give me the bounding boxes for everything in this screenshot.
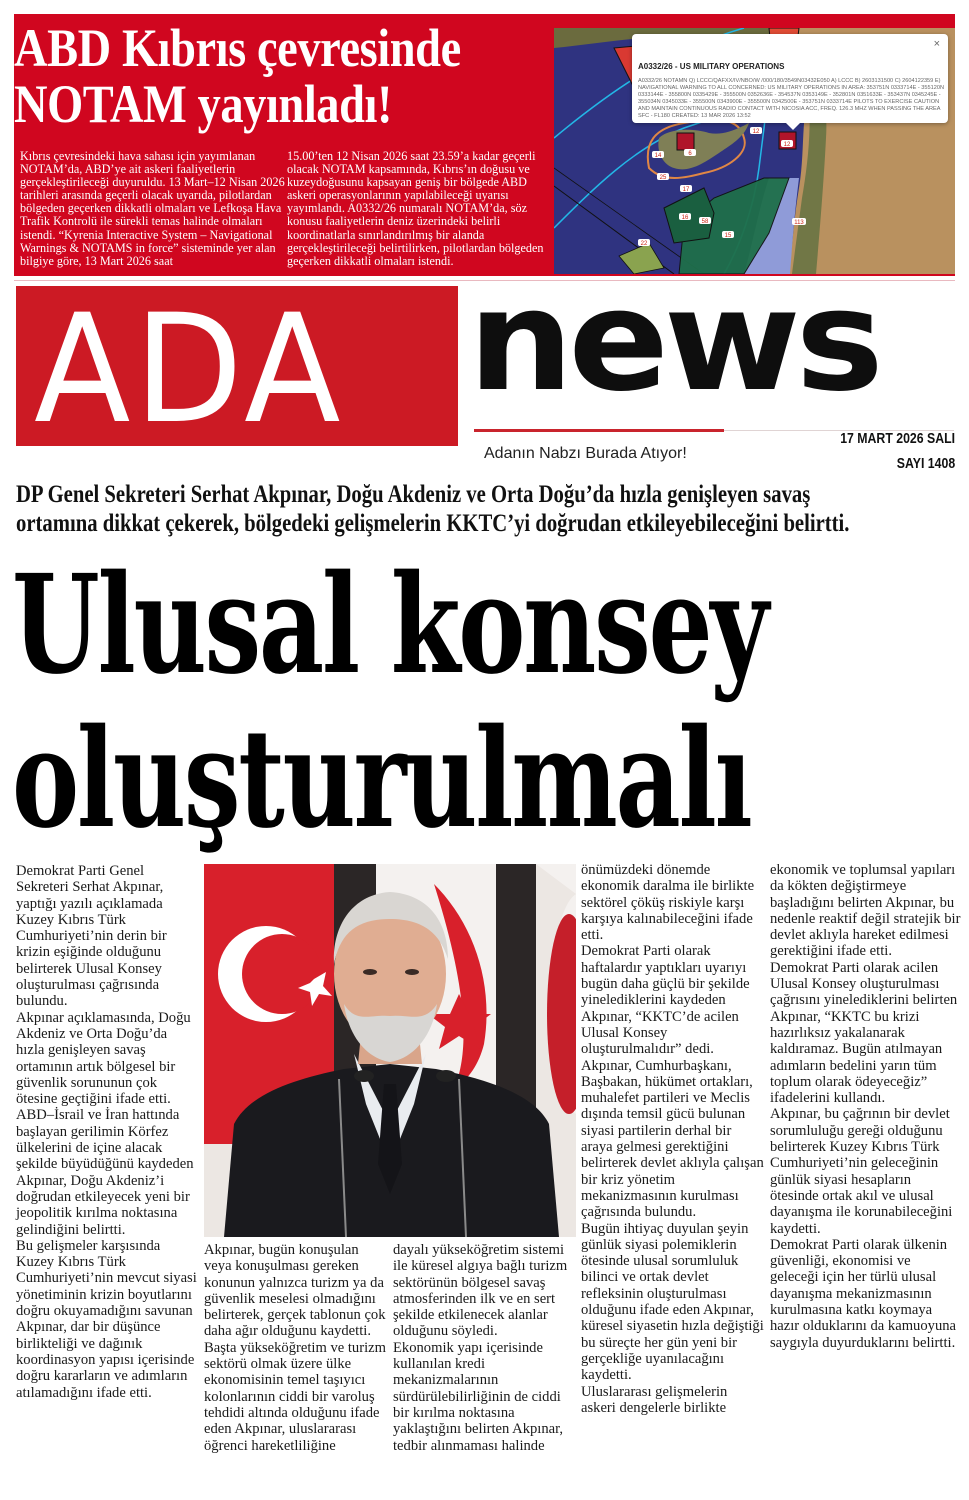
notam-headline-line-2: NOTAM yayınladı!	[14, 74, 392, 134]
paragraph: dayalı yükseköğretim sistemi ile küresel algıya bağlı turizm sektörünün bölgesel savaş atmosferinden ilk ve en sert şekilde etkilenecek alanlar olduğunu söyledi.	[393, 1242, 568, 1340]
map-label: 15	[724, 233, 732, 239]
microphone-icon	[436, 1070, 456, 1082]
spot-line-2: ortamına dikkat çekerek, bölgedeki gelişmelerin KKTC’yi doğrudan etkileyebileceğini belirtti.	[16, 510, 850, 537]
paragraph: Ekonomik yapı içerisinde kullanılan kredi mekanizmalarının sürdürülebilirliğinin de ciddi bir kırılma noktasına yaklaştığını belirten Akpınar, tedbir alınmaması halinde	[393, 1339, 564, 1454]
masthead-slogan: Adanın Nabzı Burada Atıyor!	[484, 445, 687, 462]
paragraph: Demokrat Parti olarak haftalardır yaptıkları uyarıyı bugün daha güçlü bir şekilde yinelediklerini kaydeden Akpınar, “KKTC’de acilen Ulusal Konsey oluşturulmalıdır” dedi.	[581, 943, 750, 1058]
article-column-4	[581, 862, 765, 1416]
map-label: 113	[794, 220, 804, 226]
map-label: 12	[752, 129, 760, 135]
main-headline-line-2: oluşturulmalı	[12, 699, 751, 859]
notam-headline	[14, 20, 478, 132]
story-photo	[204, 864, 576, 1237]
microphone-icon	[354, 1070, 374, 1082]
paragraph: Akpınar, bugün konuşulan veya konuşulması gereken konunun yalnızca turizm ya da güvenlik meselesi olmadığını belirterek, gerçek tablonun çok daha ağır olduğunu kaydetti.	[204, 1242, 386, 1340]
paragraph: Akpınar, Cumhurbaşkanı, Başbakan, hükümet ortakları, muhalefet partileri ve Meclis dışında temsil gücü bulunan siyasi partilerin derhal bir araya gelmesi gerektiğini belirterek devlet aklıyla çalışan bir kriz yönetim mekanizmasının kurulması çağrısında bulundu.	[581, 1057, 764, 1221]
notam-headline-line-1: ABD Kıbrıs çevresinde	[14, 18, 461, 78]
paragraph: Uluslararası gelişmelerin askeri dengelerle birlikte	[581, 1383, 728, 1416]
notam-column-1: Kıbrıs çevresindeki hava sahası için yayımlanan NOTAM’da, ABD’ye ait askeri faaliyetlerin gerçekleştirileceği duyuruldu. 13 Mart–12 Nisan 2026 tarihleri arasında geçerli olacak uyarıda, pilotlardan bölgeden geçerken dikkatli olmaları ve Lefkoşa Hava Trafik Kontrolü ile sürekli temas halinde olmaları istendi. “Kyrenia Interactive System – Navigational Warnings & NOTAMS in force” sisteminde yer alan bilgiye göre, 13 Mart 2026 saat	[20, 149, 285, 268]
paragraph: Demokrat Parti olarak ülkenin güvenliği, ekonomisi ve geleceği için her türlü ulusal dayanışma mekanizmasının kurulmasına katkı koymaya hazır olduklarını da kamuoyuna saygıyla duyurduklarını belirtti.	[770, 1236, 957, 1351]
close-icon[interactable]: ×	[933, 38, 940, 50]
article-column-1	[16, 863, 198, 1401]
issue-number: SAYI 1408	[896, 455, 955, 472]
paragraph: Akpınar açıklamasında, Doğu Akdeniz ve Orta Doğu’da hızla genişleyen savaş ortamının artık bölgesel bir güvenlik sorununun çok ötesine geçtiğini ifade etti. ABD–İsrail ve İran hattında başlayan gerilimin Körfez ülkelerini de içine alacak şekilde büyüdüğünü kaydeden Akpınar, Doğu Akdeniz’i doğrudan etkileyecek yeni bir jeopolitik kırılma noktasına gelindiğini belirtti.	[16, 1009, 194, 1238]
map-label: 25	[659, 175, 667, 181]
map-label: 22	[640, 241, 648, 247]
paragraph: Akpınar, bu çağrının bir devlet sorumluluğu gereği olduğunu belirterek Kuzey Kıbrıs Türk Cumhuriyeti’nin geleceğinin günlük siyasi hesapların ötesinde ortak akıl ve ulusal dayanışma ile korunabileceğini kaydetti.	[770, 1106, 953, 1237]
paragraph: Bu gelişmeler karşısında Kuzey Kıbrıs Türk Cumhuriyeti’nin mevcut siyasi yönetiminin krizin boyutlarını doğru okuyamadığını savunan Akpınar, dar bir düşünce birlikteliği ve dağınık koordinasyon yapısı içerisinde doğru kararların ve adımların atılamadığını ifade etti.	[16, 1237, 197, 1401]
article-column-2	[204, 1242, 386, 1454]
popup-body: A0332/26 NOTAMN Q) LCCC/QAFXX/IV/NBO/W /000/180/3549N03432E050 A) LCCC B) 2603131500 C) 2604122359 E) NAVIGATIONAL WARNING TO ALL CONCERNED: US MILITARY OPERATIONS IN AREA: 353751N 0333714E - 355120N 0333144E - 355800N 0335429E - 355500N 0352636E - 354537N 0353149E - 352801N 0351633E - 353437N 0345245E - 355034N 0345033E - 355500N 0343900E - 355500N 0342500E - 353751N 0333714E PILOTS TO EXERCISE CAUTION AND MAINTAIN CONTINUOUS RADIO CONTACT WITH NICOSIA ACC, FREQ. 126.3 MHZ WHEN PASSING THE AREA SFC - FL180 CREATED: 13 MAR 2026 13:52	[638, 78, 945, 119]
map-label: 14	[654, 153, 662, 159]
logo-ada-text: ADA	[34, 286, 345, 446]
paragraph: Demokrat Parti olarak acilen Ulusal Konsey oluşturulması çağrısını yinelediklerini belirten Akpınar, “KKTC bu krizi hazırlıksız yakalanarak kaldıramaz. Bugün atılmayan adımların bedelini yarın tüm toplum olarak ödeyeceğiz” ifadelerini kullandı.	[770, 959, 958, 1107]
article-column-5	[770, 862, 962, 1351]
issue-date: 17 MART 2026 SALI	[840, 430, 955, 447]
paragraph: önümüzdeki dönemde ekonomik daralma ile birlikte sektörel çöküş riskiyle karşı karşıya kalınabileceğini ifade etti.	[581, 862, 755, 944]
map-label: 12	[783, 142, 791, 148]
paragraph: Başta yükseköğretim ve turizm sektörü olmak üzere ülke ekonomisinin temel taşıyıcı kolonlarının ciddi bir varoluş tehdidi altında olduğunu ifade eden Akpınar, uluslararası öğrenci hareketliliğine	[204, 1339, 386, 1454]
map-label: 17	[682, 187, 690, 193]
popup-title: A0332/26 - US MILITARY OPERATIONS	[638, 62, 785, 71]
masthead-accent-line	[474, 429, 724, 432]
main-headline	[12, 545, 969, 859]
story-spot	[16, 480, 959, 538]
paragraph: Demokrat Parti Genel Sekreteri Serhat Akpınar, yaptığı yazılı açıklamada Kuzey Kıbrıs Türk Cumhuriyeti’nin derin bir krizin eşiğinde olduğunu belirterek Ulusal Konsey oluşturulması çağrısında bulundu.	[16, 863, 167, 1010]
map-label: 16	[681, 215, 689, 221]
spot-line-1: DP Genel Sekreteri Serhat Akpınar, Doğu Akdeniz ve Orta Doğu’da hızla genişleyen savaş	[16, 481, 811, 508]
main-headline-line-1: Ulusal konsey	[12, 545, 767, 705]
paragraph: Bugün ihtiyaç duyulan şeyin günlük siyasi polemiklerin ötesinde ulusal sorumluluk bilinci ve ortak devlet refleksinin oluşturulması olduğunu ifade eden Akpınar, küresel siyasetin hızla değiştiği bu süreçte her gün yeni bir gerçekliğe uyanılacağını kaydetti.	[581, 1220, 764, 1384]
map-label: 6	[688, 151, 692, 157]
article-column-3	[393, 1242, 573, 1454]
logo-ada-box	[16, 286, 458, 446]
notam-column-2: 15.00’ten 12 Nisan 2026 saat 23.59’a kadar geçerli olacak NOTAM kapsamında, Kıbrıs’ın doğusu ve kuzeydoğusunu kapsayan geniş bir bölgede ABD askeri operasyonlarının yapılabileceği uyarısı yayımlandı. A0332/26 numaralı NOTAM’da, söz konusu faaliyetlerin deniz üzerindeki belirli koordinatlarla sınırlandırılmış bir alanda gerçekleştirileceği belirtilirken, pilotlardan bölgeden geçerken dikkatli olmaları istendi.	[287, 149, 544, 268]
paragraph: ekonomik ve toplumsal yapıları da kökten değiştirmeye başladığını belirten Akpınar, bu nedenle reaktif değil stratejik bir devlet aklıyla hareket edilmesi gerektiğini ifade etti.	[770, 862, 961, 960]
logo-news-text: news	[468, 260, 879, 423]
speaker-portrait	[204, 864, 576, 1237]
notam-map-popup	[632, 34, 948, 123]
map-label: 58	[701, 219, 709, 225]
